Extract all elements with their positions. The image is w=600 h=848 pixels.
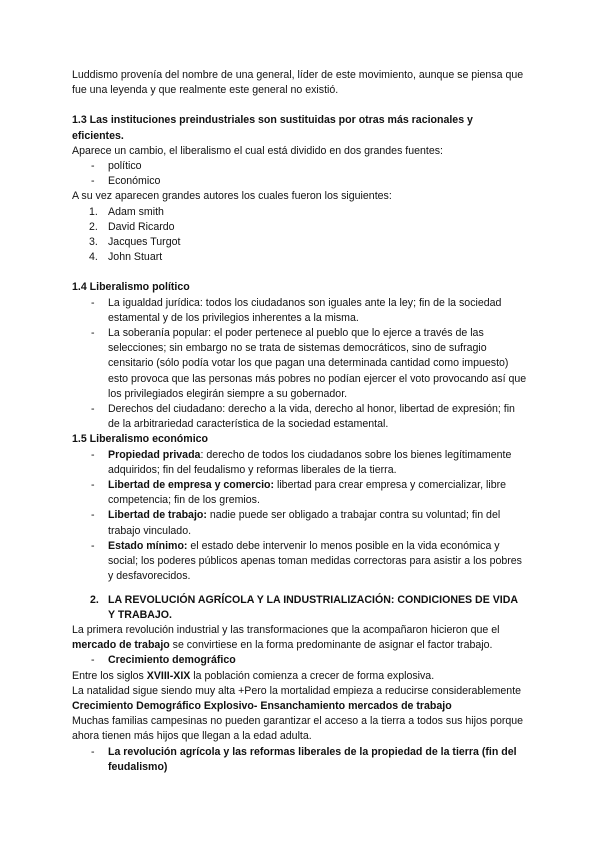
- section-2-paragraph-2: Entre los siglos XVIII-XIX la población comienza a crecer de forma explosiva.: [72, 669, 435, 682]
- item-term: Propiedad privada: [108, 448, 201, 461]
- author-name: David Ricardo: [108, 220, 175, 233]
- authors-intro: A su vez aparecen grandes autores los cuales fueron los siguientes:: [72, 190, 392, 203]
- item-text: nadie puede ser obligado a trabajar contra su voluntad; fin del trabajo vinculado.: [108, 509, 501, 537]
- section-1-5-title: 1.5 Liberalismo económico: [72, 433, 208, 446]
- section-2-paragraph-1: La primera revolución industrial y las transformaciones que la acompañaron hicieron que el mercado de trabajo se convirtiese en la forma predominante de asignar el factor trabajo.: [72, 623, 500, 652]
- intro-paragraph: Luddismo provenía del nombre de una general, líder de este movimiento, aunque se piensa que fue una leyenda y que realmente este general no existió.: [72, 69, 524, 97]
- list-item: [72, 250, 527, 265]
- list-item: [72, 478, 527, 508]
- item-text: : derecho de todos los ciudadanos sobre los bienes legítimamente adquiridos; fin del feudalismo y reformas liberales de la tierra.: [108, 448, 512, 476]
- author-name: Jacques Turgot: [108, 236, 181, 249]
- list-item: - político: [72, 159, 527, 174]
- economic-liberalism-list: [72, 448, 527, 585]
- list-item: - Económico: [72, 174, 527, 189]
- list-item: [72, 235, 527, 250]
- bold-term: mercado de trabajo: [72, 639, 170, 652]
- author-name: Adam smith: [108, 205, 164, 218]
- list-item: [72, 448, 527, 478]
- list-item: [72, 220, 527, 235]
- list-number: 2.: [89, 220, 98, 233]
- section-2-paragraph-3: La natalidad sigue siendo muy alta +Pero la mortalidad empieza a reducirse considerablemente: [72, 684, 522, 697]
- list-item: [72, 539, 527, 585]
- list-item: - La soberanía popular: el poder pertenece al pueblo que lo ejerce a través de las selecciones; sin embargo no se trata de sistemas democráticos, sino de sufragio censitario (sólo podía votar los que pagan una determinada cantidad como impuesto) esto provoca que las personas más pobres no podían ejercer el voto provocando así que los privilegiados elegirán siempre a su gobernador.: [72, 326, 527, 402]
- list-number: 4.: [89, 251, 98, 264]
- document-page: [72, 68, 527, 775]
- section-number: 2.: [90, 593, 99, 606]
- list-number: 1.: [89, 205, 98, 218]
- list-item: [72, 508, 527, 538]
- section-1-4-title: 1.4 Liberalismo político: [72, 281, 190, 294]
- political-liberalism-list: [72, 296, 527, 433]
- list-item: - Crecimiento demográfico: [72, 653, 527, 668]
- section-2-paragraph-4: Muchas familias campesinas no pueden garantizar el acceso a la tierra a todos sus hijos porque ahora tienen más hijos que llegan a la edad adulta.: [72, 715, 524, 743]
- list-item: - Derechos del ciudadano: derecho a la vida, derecho al honor, libertad de expresión; fin de la arbitrariedad característica de la sociedad estamental.: [72, 402, 527, 432]
- section-2-title-text: LA REVOLUCIÓN AGRÍCOLA Y LA INDUSTRIALIZACIÓN: CONDICIONES DE VIDA Y TRABAJO.: [108, 593, 518, 621]
- item-text: libertad para crear empresa y comercializar, libre competencia; fin de los gremios.: [108, 479, 507, 507]
- item-text: el estado debe intervenir lo menos posible en la vida económica y social; los poderes públicos apenas toman medidas correctoras para asistir a los pobres y desfavorecidos.: [108, 539, 522, 583]
- item-term: Libertad de trabajo:: [108, 509, 207, 522]
- section-1-3-title: 1.3 Las instituciones preindustriales son sustituidas por otras más racionales y eficientes.: [72, 114, 473, 142]
- bullet-growth: [72, 653, 527, 668]
- list-item: - La igualdad jurídica: todos los ciudadanos son iguales ante la ley; fin de la sociedad estamental y de los privilegios inherentes a la misma.: [72, 296, 527, 326]
- authors-list: [72, 205, 527, 266]
- bullet-agricultural-revolution: [72, 745, 527, 775]
- item-term: Libertad de empresa y comercio:: [108, 479, 275, 492]
- item-term: Estado mínimo:: [108, 539, 188, 552]
- list-item: [72, 205, 527, 220]
- section-2-title: [72, 593, 527, 623]
- list-item: - La revolución agrícola y las reformas liberales de la propiedad de la tierra (fin del feudalismo): [72, 745, 527, 775]
- author-name: John Stuart: [108, 251, 163, 264]
- list-number: 3.: [89, 236, 98, 249]
- section-1-3-intro: Aparece un cambio, el liberalismo el cual está dividido en dos grandes fuentes:: [72, 144, 443, 157]
- bold-term: XVIII-XIX: [146, 669, 191, 682]
- liberalism-sources-list: [72, 159, 527, 189]
- section-2-subheading: Crecimiento Demográfico Explosivo- Ensanchamiento mercados de trabajo: [72, 699, 452, 712]
